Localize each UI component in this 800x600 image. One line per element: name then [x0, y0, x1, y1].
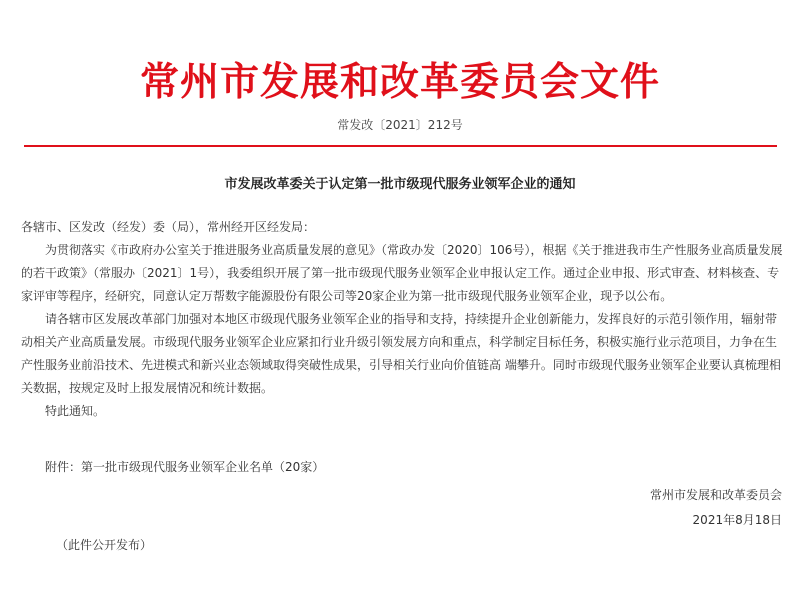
issuer-masthead: 常州市发展和改革委员会文件 [139, 59, 660, 105]
document-number: 常发改〔2021〕212号 [337, 118, 463, 132]
closing-line: 特此通知。 [45, 404, 106, 418]
body-paragraph-1: 为贯彻落实《市政府办公室关于推进服务业高质量发展的意见》（常政办发〔2020〕106号），根据《关于推进我市生产性服务业高质量发展的若干政策》（常服办〔2021〕1号），我委组织开展了第一批市级现代服务业领军企业申报认定工作。通过企业申报、形式审查、材料核查、专家评审等程序，经研究，同意认定万帮数字能源股份有限公司等20家企业为第一批市级现代服务业领军企业，现予以公布。 [21, 243, 783, 303]
body-paragraph-2: 请各辖市区发展改革部门加强对本地区市级现代服务业领军企业的指导和支持，持续提升企业创新能力，发挥良好的示范引领作用，辐射带动相关产业高质量发展。市级现代服务业领军企业应紧扣行业升级引领发展方向和重点，科学制定目标任务，积极实施行业示范项目，力争在生产性服务业前沿技术、先进模式和新兴业态领域取得突破性成果，引导相关行业向价值链高 端攀升。同时市级现代服务业领军企业要认真梳理相关数据，按规定及时上报发展情况和统计数据。 [21, 312, 781, 395]
attachment-line: 附件：第一批市级现代服务业领军企业名单（20家） [45, 460, 325, 474]
salutation: 各辖市、区发改（经发）委（局），常州经开区经发局： [21, 220, 316, 234]
issue-date: 2021年8月18日 [692, 513, 782, 527]
signer: 常州市发展和改革委员会 [649, 488, 782, 502]
notice-title: 市发展改革委关于认定第一批市级现代服务业领军企业的通知 [224, 177, 576, 192]
red-divider-line [24, 145, 777, 147]
public-release-note: （此件公开发布） [56, 538, 153, 552]
notice-body [21, 216, 785, 423]
